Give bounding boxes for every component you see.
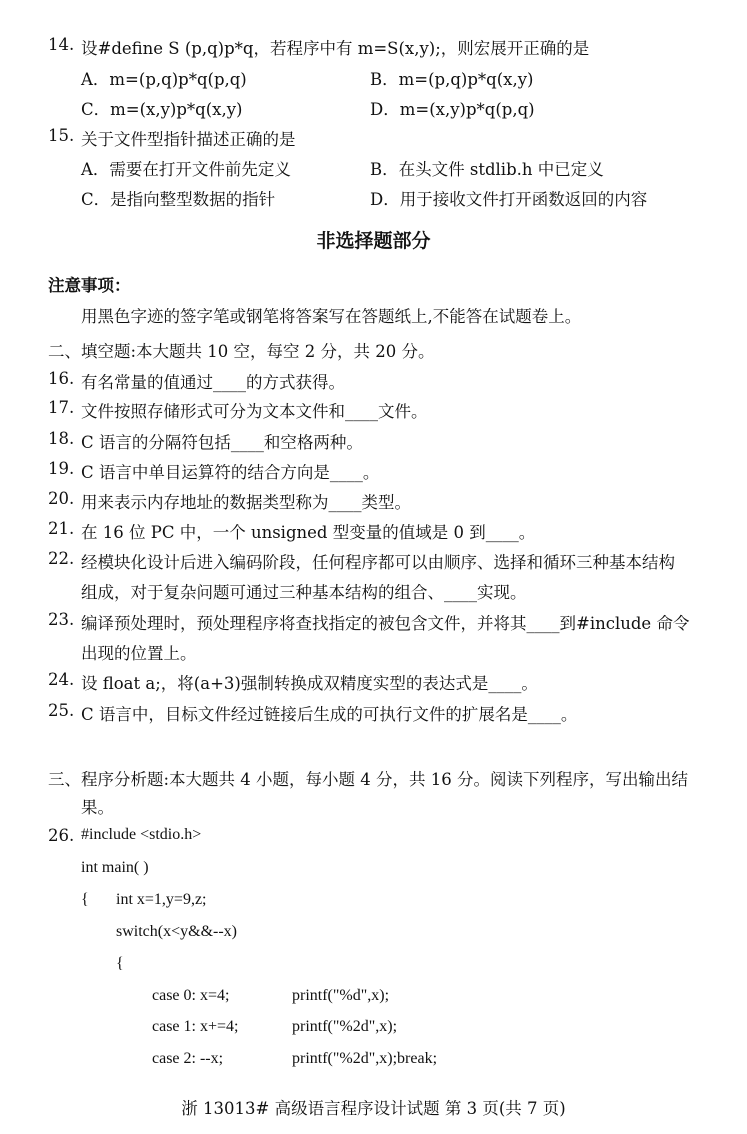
question-text-line2: 组成，对于复杂问题可通过三种基本结构的组合、____实现。 bbox=[81, 583, 527, 602]
part3-header: 三、程序分析题:本大题共 4 小题，每小题 4 分，共 16 分。阅读下列程序，写出输出结 bbox=[48, 770, 689, 789]
question-number: 24. bbox=[48, 670, 75, 689]
option-b: B．m=(p,q)p*q(x,y) bbox=[370, 70, 534, 89]
section-title: 非选择题部分 bbox=[316, 230, 431, 252]
option-c: C．m=(x,y)p*q(x,y) bbox=[81, 100, 243, 119]
question-text: 用来表示内存地址的数据类型称为____类型。 bbox=[81, 493, 411, 512]
question-stem: 关于文件型指针描述正确的是 bbox=[81, 130, 296, 149]
question-text: C 语言中单目运算符的结合方向是____。 bbox=[81, 463, 380, 482]
case-label: case 0: x=4; bbox=[152, 987, 230, 1004]
question-text: 设 float a;，将(a+3)强制转换成双精度实型的表达式是____。 bbox=[81, 674, 538, 693]
code-line-inner-brace: { bbox=[116, 955, 124, 972]
case-label: case 2: --x; bbox=[152, 1050, 224, 1067]
question-text: C 语言的分隔符包括____和空格两种。 bbox=[81, 433, 363, 452]
code-line-switch: switch(x<y&&--x) bbox=[116, 923, 237, 940]
question-number: 20. bbox=[48, 489, 75, 508]
question-number: 18. bbox=[48, 429, 75, 448]
option-a: A．需要在打开文件前先定义 bbox=[81, 160, 291, 179]
question-text: 在 16 位 PC 中，一个 unsigned 型变量的值域是 0 到____。 bbox=[81, 523, 536, 542]
part3-header-cont: 果。 bbox=[81, 798, 114, 817]
question-text: 有名常量的值通过____的方式获得。 bbox=[81, 373, 345, 392]
option-d: D．用于接收文件打开函数返回的内容 bbox=[370, 190, 648, 209]
option-c: C．是指向整型数据的指针 bbox=[81, 190, 276, 209]
question-text-line2: 出现的位置上。 bbox=[81, 644, 197, 663]
code-line-include: #include <stdio.h> bbox=[81, 826, 202, 843]
question-number: 21. bbox=[48, 519, 75, 538]
question-number: 19. bbox=[48, 459, 75, 478]
question-number: 25. bbox=[48, 701, 75, 720]
question-text-line1: 经模块化设计后进入编码阶段，任何程序都可以由顺序、选择和循环三种基本结构 bbox=[81, 553, 675, 572]
notice-title: 注意事项： bbox=[48, 276, 131, 295]
option-a: A．m=(p,q)p*q(p,q) bbox=[81, 70, 247, 89]
question-number: 22. bbox=[48, 549, 75, 568]
page-footer: 浙 13013# 高级语言程序设计试题 第 3 页(共 7 页) bbox=[181, 1099, 566, 1118]
question-text: C 语言中，目标文件经过链接后生成的可执行文件的扩展名是____。 bbox=[81, 705, 578, 724]
question-number: 17. bbox=[48, 398, 75, 417]
question-number: 14. bbox=[48, 35, 75, 54]
option-b: B．在头文件 stdlib.h 中已定义 bbox=[370, 160, 604, 179]
code-line-brace: { bbox=[81, 891, 89, 908]
option-d: D．m=(x,y)p*q(p,q) bbox=[370, 100, 535, 119]
case-statement: printf("%2d",x);break; bbox=[292, 1050, 438, 1067]
case-label: case 1: x+=4; bbox=[152, 1018, 239, 1035]
question-number: 16. bbox=[48, 369, 75, 388]
case-statement: printf("%d",x); bbox=[292, 987, 390, 1004]
question-number: 26. bbox=[48, 826, 75, 845]
part2-header: 二、填空题:本大题共 10 空，每空 2 分，共 20 分。 bbox=[48, 342, 435, 361]
code-line-decl: int x=1,y=9,z; bbox=[116, 891, 207, 908]
notice-text: 用黑色字迹的签字笔或钢笔将答案写在答题纸上,不能答在试题卷上。 bbox=[81, 307, 582, 326]
question-stem: 设#define S (p,q)p*q，若程序中有 m=S(x,y);，则宏展开正确的是 bbox=[81, 39, 590, 58]
code-line-main: int main( ) bbox=[81, 859, 149, 876]
question-number: 23. bbox=[48, 610, 75, 629]
question-text: 文件按照存储形式可分为文本文件和____文件。 bbox=[81, 402, 428, 421]
question-number: 15. bbox=[48, 126, 75, 145]
question-text-line1: 编译预处理时，预处理程序将查找指定的被包含文件，并将其____到#include 命令 bbox=[81, 614, 690, 633]
case-statement: printf("%2d",x); bbox=[292, 1018, 398, 1035]
